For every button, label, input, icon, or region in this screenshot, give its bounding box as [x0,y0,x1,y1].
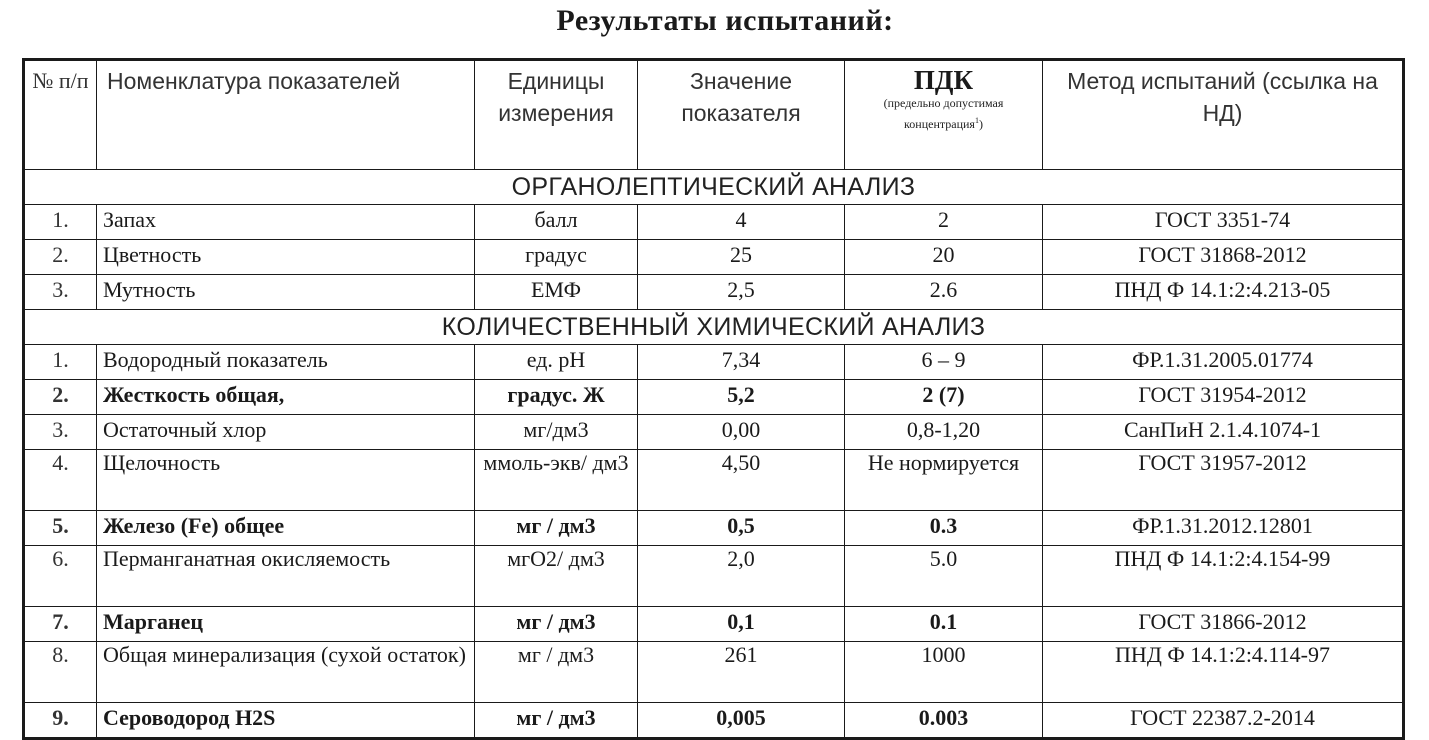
unit-cell: мг / дм3 [475,642,638,703]
table-row [24,546,1404,607]
section-row [24,310,1404,345]
pdk-cell: 20 [845,240,1043,275]
method-cell: ГОСТ 31954-2012 [1043,380,1404,415]
pdk-cell: 0.3 [845,511,1043,546]
unit-cell: мг / дм3 [475,703,638,739]
row-number: 6. [24,546,97,607]
method-cell: ГОСТ 22387.2-2014 [1043,703,1404,739]
table-row [24,345,1404,380]
header-num: № п/п [24,60,97,170]
method-cell: ГОСТ 31866-2012 [1043,607,1404,642]
section-title: КОЛИЧЕСТВЕННЫЙ ХИМИЧЕСКИЙ АНАЛИЗ [24,310,1404,345]
unit-cell: мгО2/ дм3 [475,546,638,607]
method-cell: ГОСТ 31957-2012 [1043,450,1404,511]
indicator-name: Железо (Fe) общее [97,511,475,546]
unit-cell: ЕМФ [475,275,638,310]
value-cell: 4 [638,205,845,240]
header-pdk-footnote-mark: 1 [974,116,979,125]
indicator-name: Мутность [97,275,475,310]
table-body [24,170,1404,739]
header-pdk-title: ПДК [913,65,974,95]
value-cell: 0,5 [638,511,845,546]
row-number: 3. [24,275,97,310]
unit-cell: мг / дм3 [475,607,638,642]
value-cell: 2,5 [638,275,845,310]
row-number: 7. [24,607,97,642]
table-row [24,607,1404,642]
pdk-cell: 2.6 [845,275,1043,310]
row-number: 9. [24,703,97,739]
unit-cell: мг/дм3 [475,415,638,450]
value-cell: 0,005 [638,703,845,739]
indicator-name: Перманганатная окисляемость [97,546,475,607]
section-row [24,170,1404,205]
indicator-name: Запах [97,205,475,240]
table-row [24,415,1404,450]
method-cell: ПНД Ф 14.1:2:4.213-05 [1043,275,1404,310]
method-cell: СанПиН 2.1.4.1074-1 [1043,415,1404,450]
row-number: 4. [24,450,97,511]
table-header-row [24,60,1404,170]
header-pdk-subtitle-tail: ) [978,117,983,131]
row-number: 8. [24,642,97,703]
pdk-cell: 0.1 [845,607,1043,642]
header-value: Значение показателя [638,60,845,170]
indicator-name: Общая минерализация (сухой остаток) [97,642,475,703]
method-cell: ГОСТ 3351-74 [1043,205,1404,240]
header-pdk-subtitle [851,95,1036,133]
pdk-cell: 5.0 [845,546,1043,607]
table-row [24,703,1404,739]
pdk-cell: 0.003 [845,703,1043,739]
method-cell: ГОСТ 31868-2012 [1043,240,1404,275]
pdk-cell: 2 [845,205,1043,240]
value-cell: 2,0 [638,546,845,607]
value-cell: 261 [638,642,845,703]
method-cell: ПНД Ф 14.1:2:4.154-99 [1043,546,1404,607]
row-number: 1. [24,345,97,380]
table-row [24,240,1404,275]
pdk-cell: 1000 [845,642,1043,703]
page-title: Результаты испытаний: [556,4,894,37]
value-cell: 5,2 [638,380,845,415]
header-name: Номенклатура показателей [97,60,475,170]
table-row [24,380,1404,415]
table-row [24,205,1404,240]
method-cell: ФР.1.31.2012.12801 [1043,511,1404,546]
header-pdk-subtitle-text: (предельно допустимая концентрация [883,96,1004,131]
unit-cell: ед. pH [475,345,638,380]
header-pdk [845,60,1043,170]
table-row [24,275,1404,310]
unit-cell: балл [475,205,638,240]
pdk-cell: 0,8-1,20 [845,415,1043,450]
indicator-name: Щелочность [97,450,475,511]
value-cell: 4,50 [638,450,845,511]
header-unit: Единицы измерения [475,60,638,170]
indicator-name: Сероводород H2S [97,703,475,739]
indicator-name: Цветность [97,240,475,275]
value-cell: 25 [638,240,845,275]
pdk-cell: 6 – 9 [845,345,1043,380]
indicator-name: Марганец [97,607,475,642]
row-number: 2. [24,240,97,275]
table-row [24,642,1404,703]
table-row [24,511,1404,546]
unit-cell: градус. Ж [475,380,638,415]
row-number: 3. [24,415,97,450]
value-cell: 0,00 [638,415,845,450]
unit-cell: градус [475,240,638,275]
row-number: 2. [24,380,97,415]
header-method: Метод испытаний (ссылка на НД) [1043,60,1404,170]
indicator-name: Остаточный хлор [97,415,475,450]
pdk-cell: Не нормируется [845,450,1043,511]
row-number: 5. [24,511,97,546]
method-cell: ПНД Ф 14.1:2:4.114-97 [1043,642,1404,703]
value-cell: 7,34 [638,345,845,380]
results-table [22,58,1405,740]
section-title: ОРГАНОЛЕПТИЧЕСКИЙ АНАЛИЗ [24,170,1404,205]
table-row [24,450,1404,511]
indicator-name: Водородный показатель [97,345,475,380]
row-number: 1. [24,205,97,240]
method-cell: ФР.1.31.2005.01774 [1043,345,1404,380]
unit-cell: ммоль-экв/ дм3 [475,450,638,511]
indicator-name: Жесткость общая, [97,380,475,415]
pdk-cell: 2 (7) [845,380,1043,415]
unit-cell: мг / дм3 [475,511,638,546]
value-cell: 0,1 [638,607,845,642]
